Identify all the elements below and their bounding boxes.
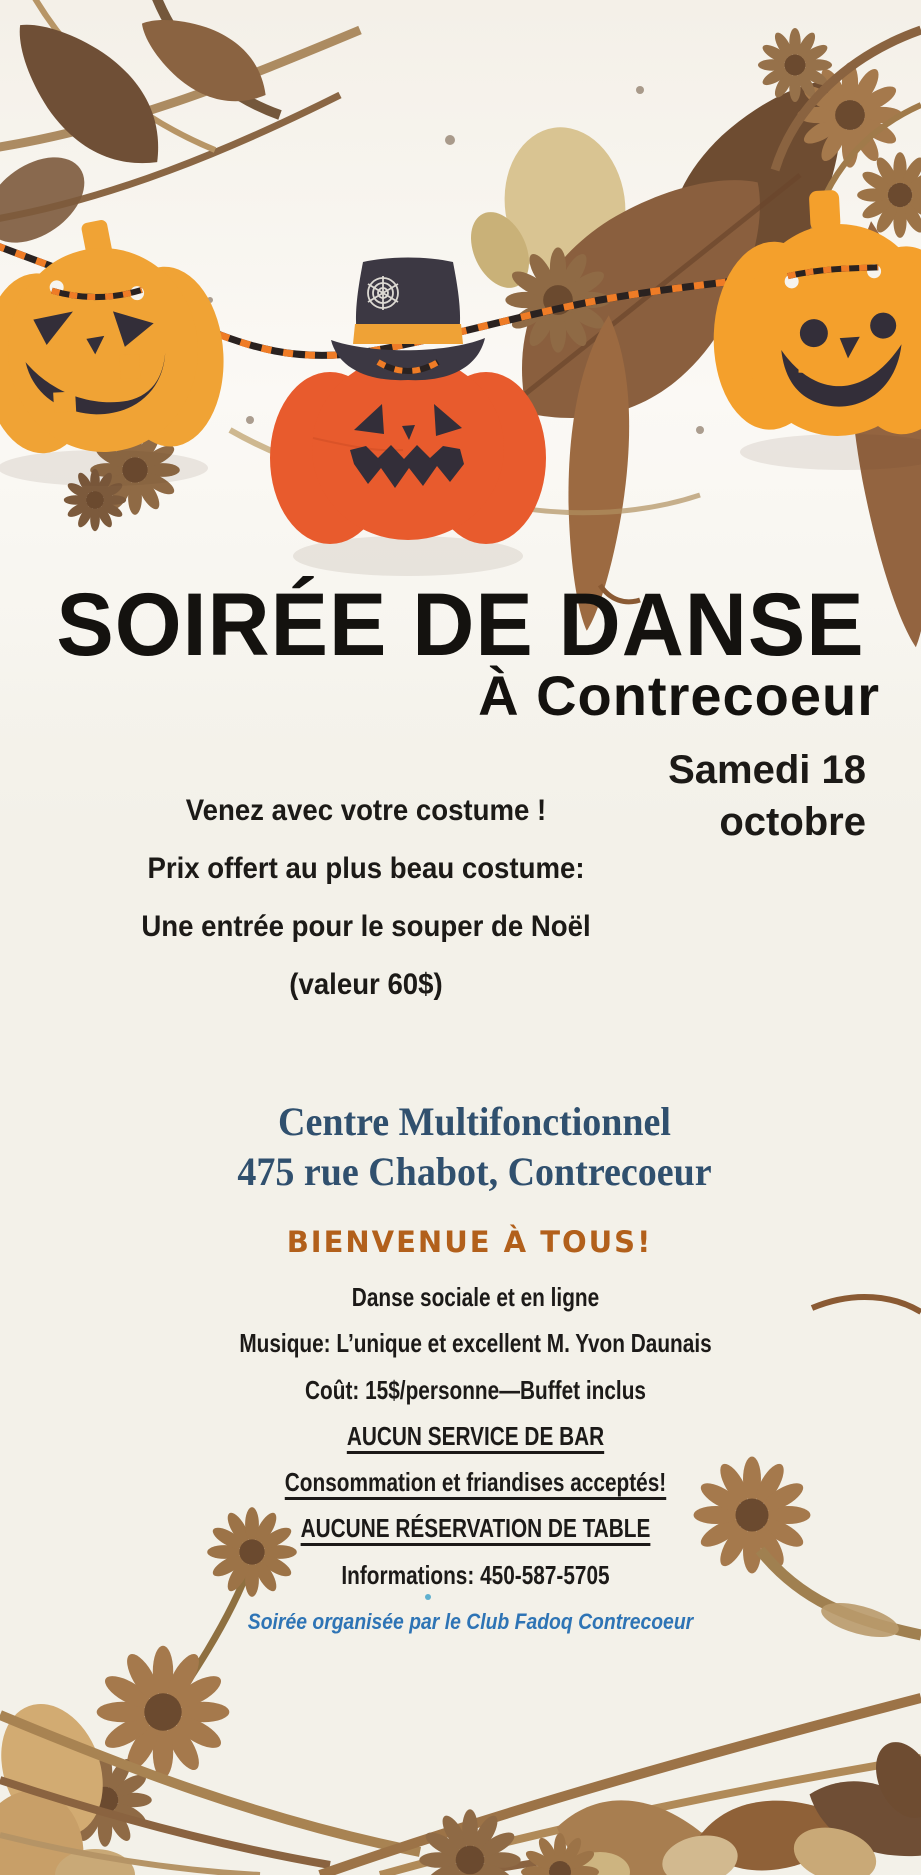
pumpkin-shadow [0,450,208,486]
detail-line: Danse sociale et en ligne [351,1282,600,1312]
costume-line: Une entrée pour le souper de Noël [141,910,591,943]
detail-line: AUCUN SERVICE DE BAR [346,1420,605,1451]
event-date-line2: octobre [719,800,866,844]
venue-block [37,1097,912,1197]
costume-contest-block [62,782,669,1014]
poster-subtitle: À Contrecoeur [478,664,880,727]
detail-line: Informations: 450-587-5705 [341,1559,610,1590]
organizer-credit: Soirée organisée par le Club Fadoq Contrecoeur [247,1609,694,1634]
venue-address: 475 rue Chabot, Contrecoeur [237,1149,712,1194]
costume-line: Prix offert au plus beau costume: [147,852,585,885]
costume-line: Venez avec votre costume ! [185,794,547,827]
spiderweb-icon [368,276,398,310]
event-date [668,744,866,848]
venue-name: Centre Multifonctionnel [278,1099,671,1144]
poster-title: SOIRÉE DE DANSE [56,574,865,675]
detail-line: Consommation et friandises acceptés! [284,1467,667,1498]
welcome-banner: BIENVENUE À TOUS! [286,1225,653,1259]
detail-line: Coût: 15$/personne—Buffet inclus [305,1374,646,1405]
detail-line: Musique: L’unique et excellent M. Yvon Daunais [239,1328,712,1359]
event-date-line1: Samedi 18 [668,748,866,792]
event-details-list [107,1274,844,1598]
detail-line: AUCUNE RÉSERVATION DE TABLE [300,1513,651,1544]
costume-line: (valeur 60$) [289,968,443,1001]
